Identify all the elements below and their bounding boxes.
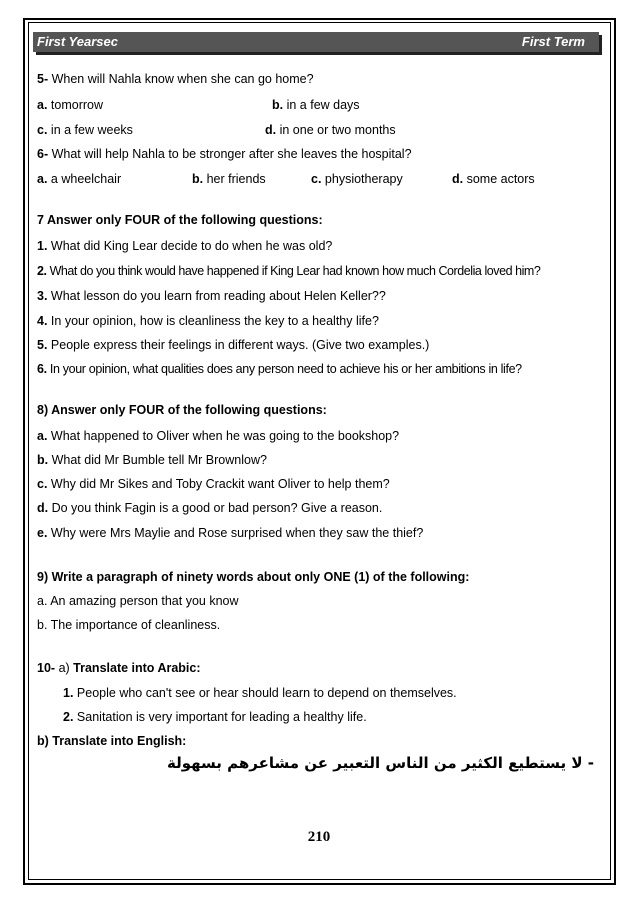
- q5-option-a: a. tomorrow: [37, 98, 104, 112]
- q5-option-d: d. in one or two months: [265, 123, 396, 137]
- q6-question: 6- What will help Nahla to be stronger after she leaves the hospital?: [37, 147, 412, 161]
- page-header: [33, 32, 599, 52]
- q8-item-b: b. What did Mr Bumble tell Mr Brownlow?: [37, 453, 267, 467]
- q5-option-b: b. in a few days: [272, 98, 360, 112]
- header-right: First Term: [521, 34, 585, 49]
- q10-item-2: 2. Sanitation is very important for leading a healthy life.: [63, 710, 367, 724]
- q5-question: 5- When will Nahla know when she can go home?: [37, 72, 314, 86]
- q8-item-e: e. Why were Mrs Maylie and Rose surprised when they saw the thief?: [37, 526, 424, 540]
- q8-item-c: c. Why did Mr Sikes and Toby Crackit want Oliver to help them?: [37, 477, 390, 491]
- q7-item-5: 5. People express their feelings in different ways. (Give two examples.): [37, 338, 430, 352]
- header-left: First Yearsec: [37, 34, 118, 49]
- q9-heading: 9) Write a paragraph of ninety words about only ONE (1) of the following:: [37, 570, 470, 584]
- q7-item-3: 3. What lesson do you learn from reading about Helen Keller??: [37, 289, 386, 303]
- q7-item-2: 2. What do you think would have happened if King Lear had known how much Cordelia loved him?: [37, 264, 541, 278]
- q7-item-1: 1. What did King Lear decide to do when he was old?: [37, 239, 333, 253]
- q6-option-d: d. some actors: [452, 172, 535, 186]
- q6-option-b: b. her friends: [192, 172, 266, 186]
- q6-option-a: a. a wheelchair: [37, 172, 122, 186]
- q9-item-a: a. An amazing person that you know: [37, 594, 239, 608]
- q9-item-b: b. The importance of cleanliness.: [37, 618, 221, 632]
- q10-item-1: 1. People who can't see or hear should learn to depend on themselves.: [63, 686, 457, 700]
- arabic-sentence: - لا يستطيع الكثير من الناس التعبير عن مشاعرهم بسهولة: [166, 754, 594, 772]
- page-number: 210: [307, 829, 331, 845]
- q7-item-4: 4. In your opinion, how is cleanliness the key to a healthy life?: [37, 314, 379, 328]
- q7-heading: 7 Answer only FOUR of the following questions:: [37, 213, 323, 227]
- q6-option-c: c. physiotherapy: [311, 172, 403, 186]
- q5-option-c: c. in a few weeks: [37, 123, 133, 137]
- q8-item-d: d. Do you think Fagin is a good or bad person? Give a reason.: [37, 501, 383, 515]
- q8-item-a: a. What happened to Oliver when he was going to the bookshop?: [37, 429, 400, 443]
- q7-item-6: 6. In your opinion, what qualities does any person need to achieve his or her ambitions in life?: [37, 362, 522, 376]
- q10-heading: 10- a) Translate into Arabic:: [37, 661, 201, 675]
- q8-heading: 8) Answer only FOUR of the following questions:: [37, 403, 327, 417]
- q10-part-b-heading: b) Translate into English:: [37, 734, 187, 748]
